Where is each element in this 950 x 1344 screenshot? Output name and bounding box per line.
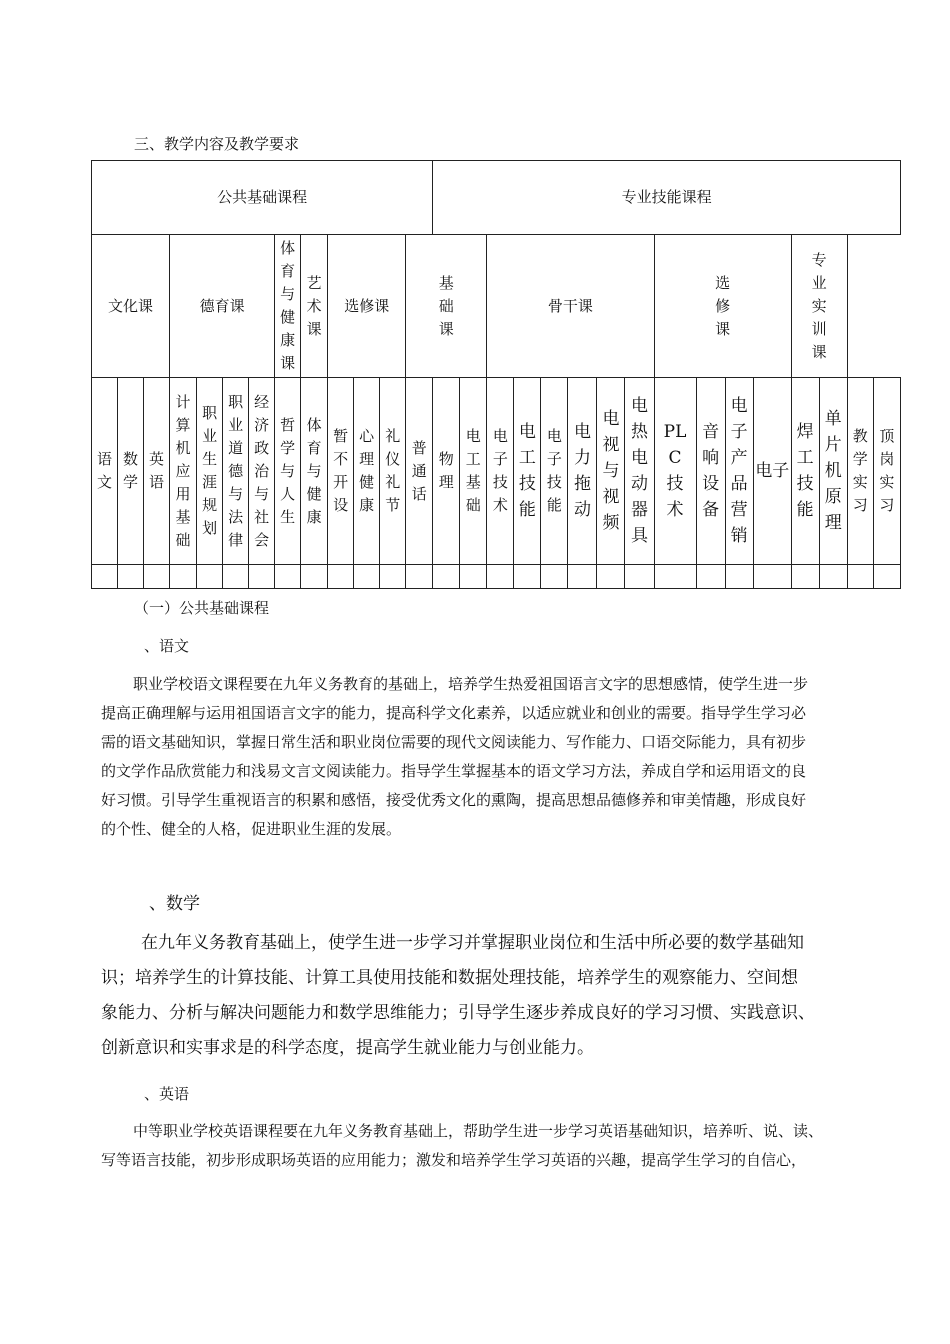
course-cell: 电子产品营销 [730,396,748,546]
section-title: 三、教学内容及教学要求 [134,135,300,153]
course-cell: 单片机原理 [824,409,842,533]
category-core: 骨干课 [487,235,654,378]
subsection-public-basic: （一）公共基础课程 [134,599,270,617]
text-line: 象能力、分析与解决问题能力和数学思维能力；引导学生逐步养成良好的学习习惯、实践意识、 [101,1003,815,1023]
category-foundation: 基础课 [438,273,454,338]
course-cell: 语文 [96,450,112,491]
text-line: 好习惯。引导学生重视语言的积累和感悟，接受优秀文化的熏陶，提高思想品德修养和审美情趣，形成良好 [101,791,807,809]
text-line: 识；培养学生的计算技能、计算工具使用技能和数据处理技能，培养学生的观察能力、空间想 [101,968,798,988]
course-cell: 电子技术 [492,427,508,514]
text-line: 在九年义务教育基础上，使学生进一步学习并掌握职业岗位和生活中所必要的数学基础知 [141,933,804,953]
text-line: 需的语文基础知识，掌握日常生活和职业岗位需要的现代文阅读能力、写作能力、口语交际能力，具有初步 [101,733,807,751]
category-elective-pro: 选修课 [715,273,731,338]
text-line: 写等语言技能，初步形成职场英语的应用能力；激发和培养学生学习英语的兴趣，提高学生学习的自信心， [101,1151,807,1169]
category-practical-training: 专业实训课 [811,250,827,361]
category-elective-public: 选修课 [328,235,406,378]
group-professional-skill: 专业技能课程 [433,161,901,235]
course-cell: 职业生涯规划 [202,404,218,537]
course-cell: 电视与视频 [602,409,620,533]
course-row [92,378,901,565]
course-cell: 计算机应用基础 [175,392,191,549]
text-line: 的个性、健全的人格，促进职业生涯的发展。 [101,820,402,838]
empty-row [92,565,901,589]
text-line: 中等职业学校英语课程要在九年义务教育基础上，帮助学生进一步学习英语基础知识，培养听、说、读、 [133,1122,824,1140]
math-title: 、数学 [149,894,200,914]
text-line: 创新意识和实事求是的科学态度，提高学生就业能力与创业能力。 [101,1038,594,1058]
course-cell: 音响设备 [702,422,720,520]
group-public-basic: 公共基础课程 [92,161,433,235]
text-line: 职业学校语文课程要在九年义务教育的基础上，培养学生热爱祖国语言文字的思想感情，使学生进一步 [133,675,809,693]
category-art: 艺术课 [306,273,322,338]
group-row [92,161,901,235]
course-cell: PLC技术 [663,422,687,520]
english-title: 、英语 [144,1085,190,1103]
chinese-title: 、语文 [144,637,190,655]
course-cell: 电子 [755,461,790,481]
course-cell: 电子技能 [546,427,562,514]
category-moral: 德育课 [170,235,275,378]
course-cell: 电热电动器具 [631,396,648,546]
chinese-body [101,670,901,844]
math-body [101,926,901,1066]
course-cell: 心理健康 [359,427,375,514]
course-cell: 教学实习 [852,427,868,514]
course-cell: 电工基础 [465,427,481,514]
course-cell: 电力拖动 [573,422,591,520]
course-cell: 暂不开设 [333,427,349,514]
course-cell: 英语 [149,450,165,491]
english-body [101,1117,901,1175]
course-cell: 电工技能 [518,422,536,520]
course-cell: 焊工技能 [796,422,814,520]
course-cell: 物理 [438,450,454,491]
course-cell: 哲学与人生 [280,415,296,526]
category-row [92,235,901,378]
course-cell: 经济政治与社会 [254,392,270,549]
course-cell: 体育与健康 [306,415,322,526]
category-pe: 体育与健康课 [280,239,296,372]
category-culture: 文化课 [92,235,170,378]
course-cell: 数学 [123,450,139,491]
course-cell: 顶岗实习 [879,427,895,514]
course-cell: 职业道德与法律 [228,392,244,549]
course-cell: 普通话 [411,438,427,503]
curriculum-table [91,160,901,589]
text-line: 提高正确理解与运用祖国语言文字的能力，提高科学文化素养，以适应就业和创业的需要。指导学生学习必 [101,704,807,722]
text-line: 的文学作品欣赏能力和浅易文言文阅读能力。指导学生掌握基本的语文学习方法，养成自学和运用语文的良 [101,762,807,780]
course-cell: 礼仪礼节 [385,427,401,514]
